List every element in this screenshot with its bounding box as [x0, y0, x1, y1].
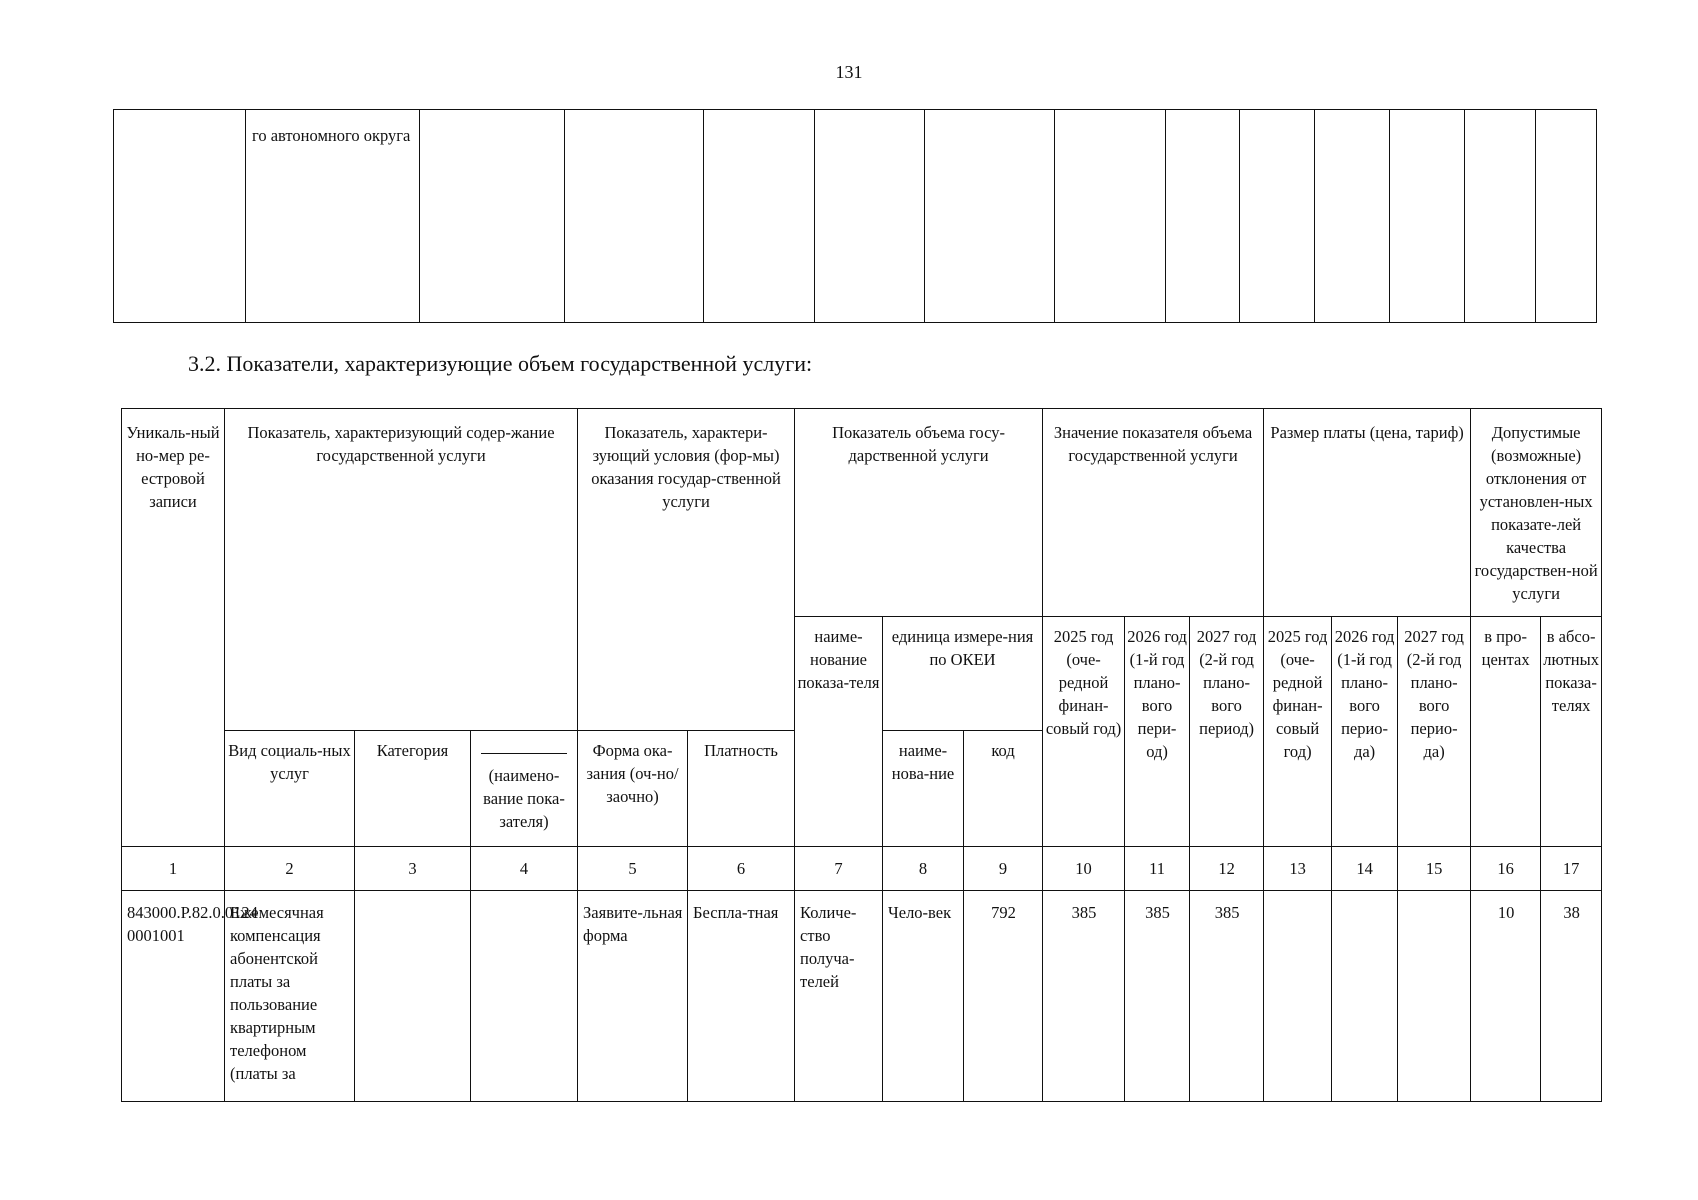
column-number: 1: [122, 847, 225, 891]
header-deviations: Допустимые (возможные) отклонения от установлен-ных показате-лей качества государствен-ной услуги: [1471, 409, 1602, 617]
header-unit-name: наиме-нова-ние: [883, 731, 964, 847]
column-number: 16: [1471, 847, 1541, 891]
value-2026-cell: 385: [1125, 891, 1190, 1102]
header-content-indicator: Показатель, характеризующий содер-жание государственной услуги: [225, 409, 578, 731]
header-2025-fee: 2025 год (оче-редной финан-совый год): [1264, 617, 1332, 847]
header-unit-code: код: [964, 731, 1043, 847]
column-number: 15: [1398, 847, 1471, 891]
header-blank-name-text: (наимено-вание пока-зателя): [483, 766, 565, 831]
value-2025-cell: 385: [1043, 891, 1125, 1102]
fee-2027-cell: [1398, 891, 1471, 1102]
header-social-service-type: Вид социаль-ных услуг: [225, 731, 355, 847]
page-number: 131: [835, 62, 863, 82]
value-2027-cell: 385: [1190, 891, 1264, 1102]
table-cell: [1536, 110, 1597, 323]
header-payment: Платность: [688, 731, 795, 847]
volume-indicators-table: [121, 408, 1602, 1102]
section-heading: 3.2. Показатели, характеризующие объем государственной услуги:: [188, 351, 813, 376]
table-cell: [925, 110, 1055, 323]
table-cell: [1055, 110, 1166, 323]
header-row: [122, 409, 1602, 617]
table-cell: [704, 110, 815, 323]
category-cell: [355, 891, 471, 1102]
column-number: 4: [471, 847, 578, 891]
column-number: 3: [355, 847, 471, 891]
header-2026-value: 2026 год (1-й год плано-вого пери-од): [1125, 617, 1190, 847]
header-2025-value: 2025 год (оче-редной финан-совый год): [1043, 617, 1125, 847]
header-fee-size: Размер платы (цена, тариф): [1264, 409, 1471, 617]
payment-cell: Беспла-тная: [688, 891, 795, 1102]
fee-2025-cell: [1264, 891, 1332, 1102]
column-number-row: [122, 847, 1602, 891]
column-number: 2: [225, 847, 355, 891]
cell-text: го автономного округа: [252, 126, 411, 145]
header-volume-indicator: Показатель объема госу-дарственной услуги: [795, 409, 1043, 617]
table-row: [122, 891, 1602, 1102]
header-in-percent: в про-центах: [1471, 617, 1541, 847]
header-unit-okei: единица измере-ния по ОКЕИ: [883, 617, 1043, 731]
table-cell: [815, 110, 925, 323]
column-number: 10: [1043, 847, 1125, 891]
table-cell: [1465, 110, 1536, 323]
deviation-percent-cell: 10: [1471, 891, 1541, 1102]
column-number: 11: [1125, 847, 1190, 891]
service-type-cell: Ежемесячная компенсация абонентской платы за пользование квартирным телефоном (платы за: [225, 891, 355, 1102]
fee-2026-cell: [1332, 891, 1398, 1102]
table-cell: [1315, 110, 1390, 323]
table-cell: [1390, 110, 1465, 323]
blank-line: [481, 739, 567, 754]
unit-code-cell: 792: [964, 891, 1043, 1102]
column-number: 6: [688, 847, 795, 891]
header-blank-name: [471, 731, 578, 847]
table-cell: [1166, 110, 1240, 323]
header-volume-value: Значение показателя объема государственной услуги: [1043, 409, 1264, 617]
table-cell: [114, 110, 246, 323]
header-2027-value: 2027 год (2-й год плано-вого период): [1190, 617, 1264, 847]
unit-name-cell: Чело-век: [883, 891, 964, 1102]
registry-number-cell: 843000.Р.82.0.0124 0001001: [122, 891, 225, 1102]
column-number: 7: [795, 847, 883, 891]
table-cell: [420, 110, 565, 323]
indicator-4-cell: [471, 891, 578, 1102]
header-2026-fee: 2026 год (1-й год плано-вого перио-да): [1332, 617, 1398, 847]
continuation-table: [113, 109, 1597, 323]
table-cell: [246, 110, 420, 323]
table-cell: [1240, 110, 1315, 323]
column-number: 13: [1264, 847, 1332, 891]
header-2027-fee: 2027 год (2-й год плано-вого перио-да): [1398, 617, 1471, 847]
column-number: 12: [1190, 847, 1264, 891]
header-unique-number: Уникаль-ный но-мер ре-естровой записи: [122, 409, 225, 847]
form-cell: Заявите-льная форма: [578, 891, 688, 1102]
table-row: [114, 110, 1597, 323]
header-condition-indicator: Показатель, характери-зующий условия (фор-мы) оказания государ-ственной услуги: [578, 409, 795, 731]
table-cell: [565, 110, 704, 323]
header-category: Категория: [355, 731, 471, 847]
header-form-of-provision: Форма ока-зания (оч-но/заочно): [578, 731, 688, 847]
column-number: 8: [883, 847, 964, 891]
header-indicator-name: наиме-нование показа-теля: [795, 617, 883, 847]
column-number: 14: [1332, 847, 1398, 891]
indicator-name-cell: Количе-ство получа-телей: [795, 891, 883, 1102]
header-in-absolute: в абсо-лютных показа-телях: [1541, 617, 1602, 847]
column-number: 9: [964, 847, 1043, 891]
column-number: 5: [578, 847, 688, 891]
column-number: 17: [1541, 847, 1602, 891]
deviation-absolute-cell: 38: [1541, 891, 1602, 1102]
